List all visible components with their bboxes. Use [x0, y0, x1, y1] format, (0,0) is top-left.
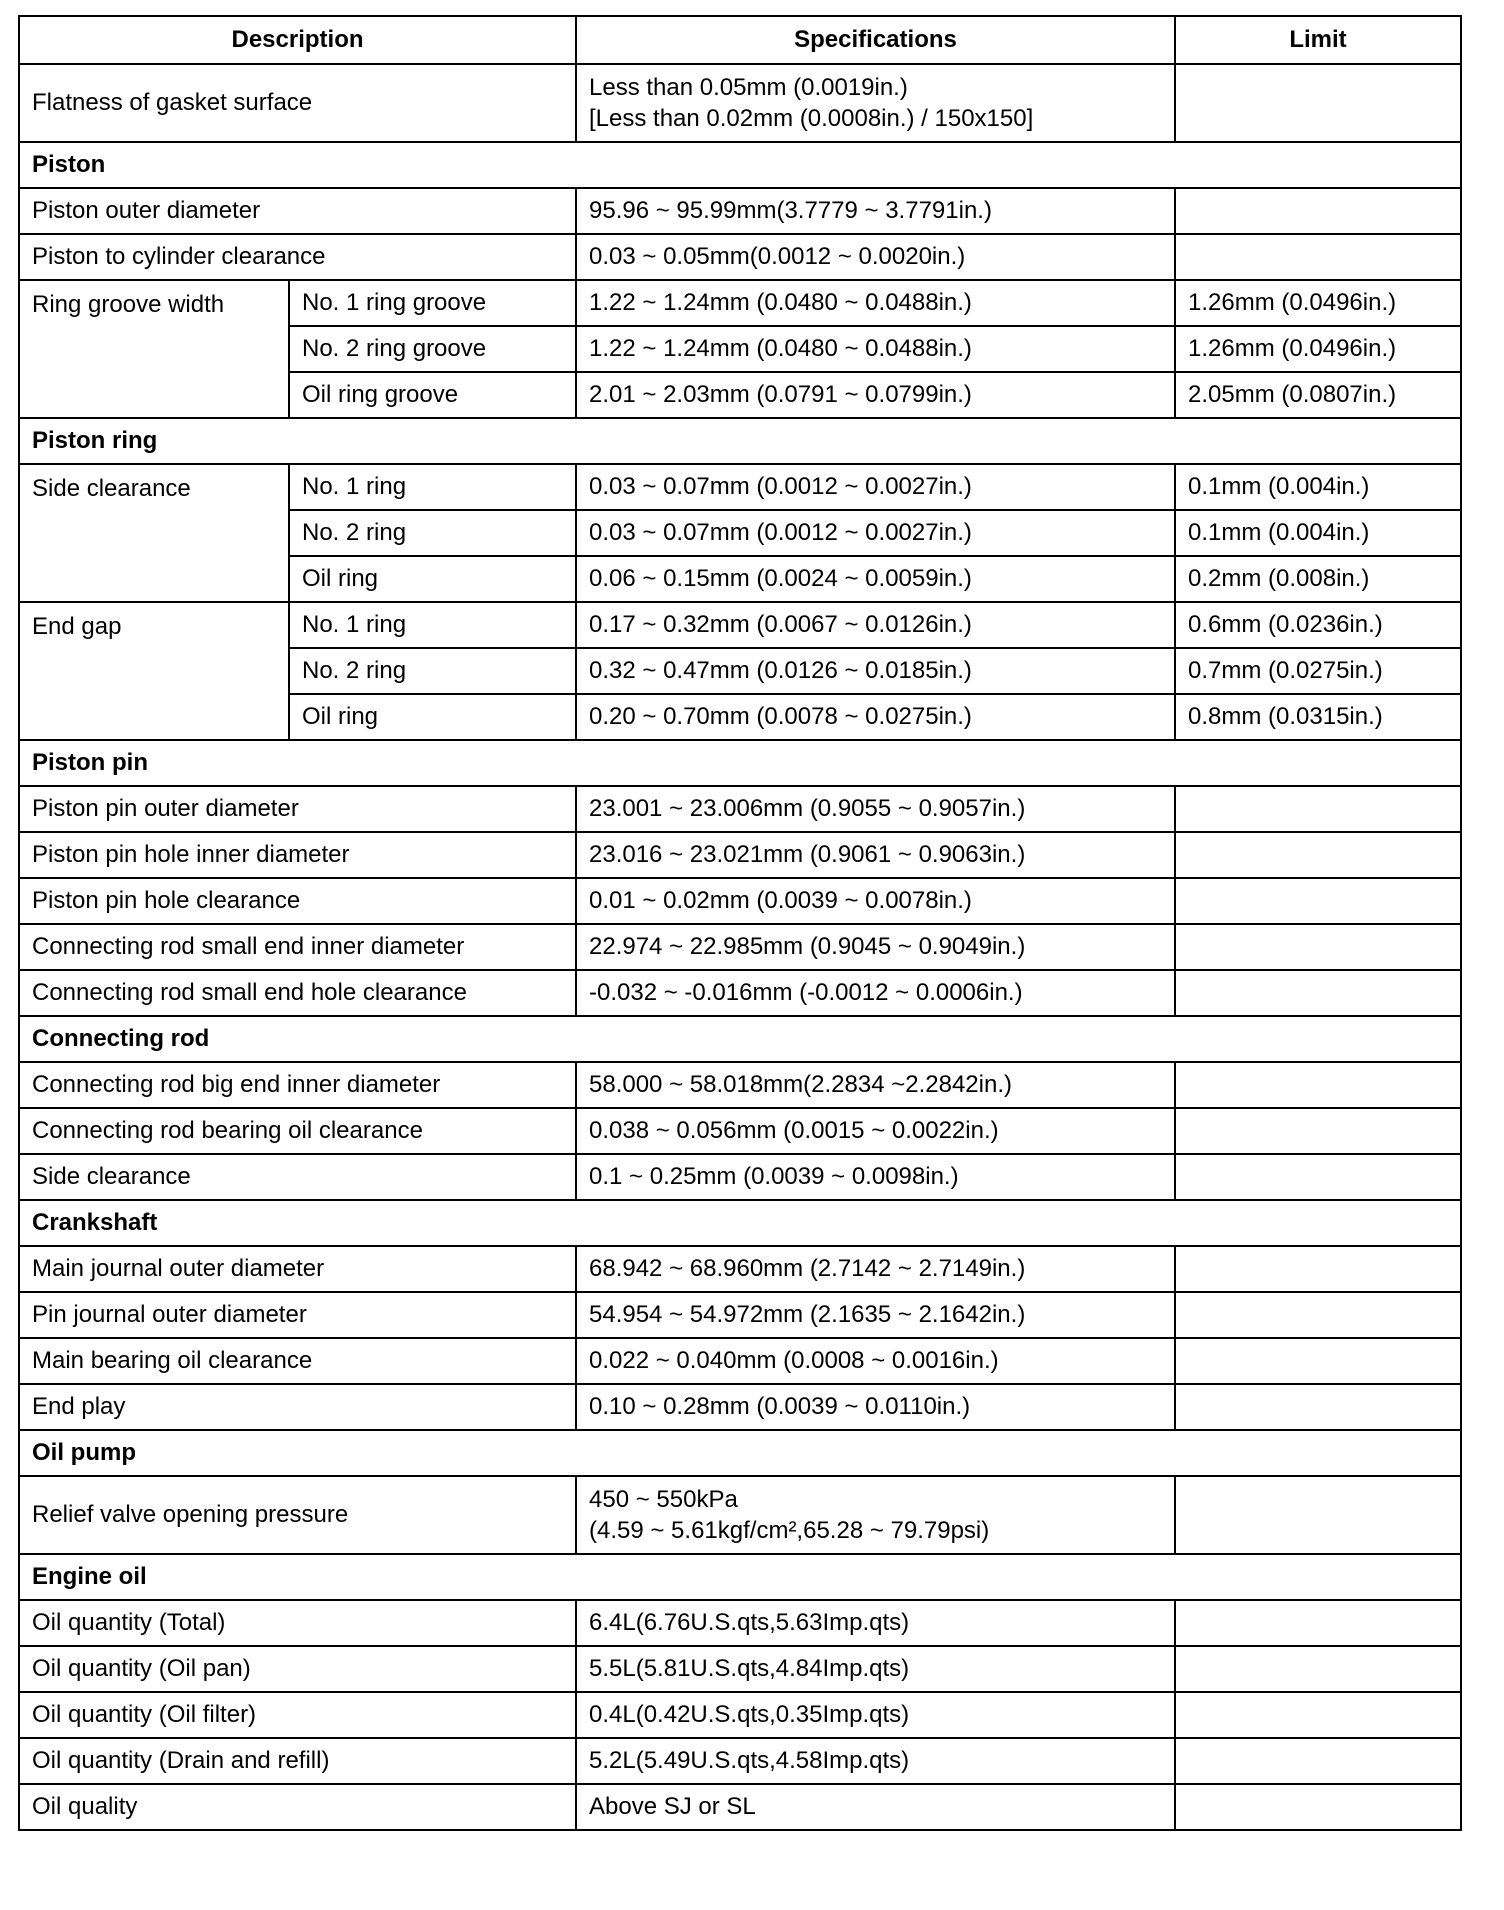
row-label: Piston to cylinder clearance [19, 234, 576, 280]
row-label: Connecting rod big end inner diameter [19, 1062, 576, 1108]
table-row [19, 464, 1461, 510]
sub-label: No. 2 ring [289, 510, 576, 556]
section-row-piston-pin [19, 740, 1461, 786]
row-spec: 1.22 ~ 1.24mm (0.0480 ~ 0.0488in.) [576, 280, 1175, 326]
sub-label: Oil ring [289, 556, 576, 602]
row-limit [1175, 878, 1461, 924]
header-description: Description [19, 16, 576, 64]
row-limit [1175, 188, 1461, 234]
section-row-crankshaft [19, 1200, 1461, 1246]
row-label: Connecting rod bearing oil clearance [19, 1108, 576, 1154]
section-row-connecting-rod [19, 1016, 1461, 1062]
table-row [19, 878, 1461, 924]
table-row [19, 1738, 1461, 1784]
row-limit [1175, 786, 1461, 832]
section-row-piston [19, 142, 1461, 188]
spec-line: [Less than 0.02mm (0.0008in.) / 150x150] [589, 105, 1034, 132]
table-row [19, 1292, 1461, 1338]
row-limit [1175, 1246, 1461, 1292]
sub-label: No. 1 ring [289, 464, 576, 510]
table-row [19, 1108, 1461, 1154]
table-row-flatness [19, 64, 1461, 142]
row-limit [1175, 1062, 1461, 1108]
row-label: Main journal outer diameter [19, 1246, 576, 1292]
section-title: Oil pump [19, 1430, 1461, 1476]
group-label: Side clearance [19, 464, 289, 602]
row-limit [1175, 1154, 1461, 1200]
row-limit: 0.1mm (0.004in.) [1175, 464, 1461, 510]
row-spec [576, 64, 1175, 142]
row-label: Pin journal outer diameter [19, 1292, 576, 1338]
table-row [19, 970, 1461, 1016]
row-label: Piston pin hole clearance [19, 878, 576, 924]
row-limit [1175, 924, 1461, 970]
row-limit: 2.05mm (0.0807in.) [1175, 372, 1461, 418]
row-limit: 1.26mm (0.0496in.) [1175, 326, 1461, 372]
row-limit: 0.8mm (0.0315in.) [1175, 694, 1461, 740]
row-limit [1175, 1646, 1461, 1692]
table-row [19, 1600, 1461, 1646]
row-limit [1175, 1738, 1461, 1784]
row-label: Connecting rod small end inner diameter [19, 924, 576, 970]
specification-table [18, 15, 1462, 1831]
row-limit [1175, 1108, 1461, 1154]
row-limit: 0.7mm (0.0275in.) [1175, 648, 1461, 694]
row-limit [1175, 1292, 1461, 1338]
table-row [19, 1246, 1461, 1292]
row-spec: 0.10 ~ 0.28mm (0.0039 ~ 0.0110in.) [576, 1384, 1175, 1430]
row-spec: 0.038 ~ 0.056mm (0.0015 ~ 0.0022in.) [576, 1108, 1175, 1154]
row-spec: 5.2L(5.49U.S.qts,4.58Imp.qts) [576, 1738, 1175, 1784]
row-spec: 0.01 ~ 0.02mm (0.0039 ~ 0.0078in.) [576, 878, 1175, 924]
row-limit [1175, 1384, 1461, 1430]
row-label: Oil quantity (Oil pan) [19, 1646, 576, 1692]
row-limit [1175, 1692, 1461, 1738]
row-spec: 0.17 ~ 0.32mm (0.0067 ~ 0.0126in.) [576, 602, 1175, 648]
sub-label: No. 1 ring groove [289, 280, 576, 326]
row-label: Piston pin outer diameter [19, 786, 576, 832]
row-spec: 23.001 ~ 23.006mm (0.9055 ~ 0.9057in.) [576, 786, 1175, 832]
row-spec: 0.06 ~ 0.15mm (0.0024 ~ 0.0059in.) [576, 556, 1175, 602]
section-title: Connecting rod [19, 1016, 1461, 1062]
row-spec: 0.03 ~ 0.07mm (0.0012 ~ 0.0027in.) [576, 510, 1175, 556]
sub-label: No. 2 ring groove [289, 326, 576, 372]
row-spec: -0.032 ~ -0.016mm (-0.0012 ~ 0.0006in.) [576, 970, 1175, 1016]
section-row-piston-ring [19, 418, 1461, 464]
table-row [19, 786, 1461, 832]
row-limit [1175, 832, 1461, 878]
table-row [19, 1476, 1461, 1554]
row-label: Oil quality [19, 1784, 576, 1830]
row-limit [1175, 234, 1461, 280]
row-spec: 0.03 ~ 0.07mm (0.0012 ~ 0.0027in.) [576, 464, 1175, 510]
row-label: Relief valve opening pressure [19, 1476, 576, 1554]
row-spec: 0.022 ~ 0.040mm (0.0008 ~ 0.0016in.) [576, 1338, 1175, 1384]
row-label: Piston pin hole inner diameter [19, 832, 576, 878]
row-limit [1175, 1600, 1461, 1646]
row-spec: 22.974 ~ 22.985mm (0.9045 ~ 0.9049in.) [576, 924, 1175, 970]
row-limit: 1.26mm (0.0496in.) [1175, 280, 1461, 326]
row-spec: 6.4L(6.76U.S.qts,5.63Imp.qts) [576, 1600, 1175, 1646]
row-spec: Above SJ or SL [576, 1784, 1175, 1830]
row-spec: 54.954 ~ 54.972mm (2.1635 ~ 2.1642in.) [576, 1292, 1175, 1338]
row-spec: 0.20 ~ 0.70mm (0.0078 ~ 0.0275in.) [576, 694, 1175, 740]
table-row [19, 188, 1461, 234]
row-label: Main bearing oil clearance [19, 1338, 576, 1384]
row-limit: 0.1mm (0.004in.) [1175, 510, 1461, 556]
row-spec: 0.32 ~ 0.47mm (0.0126 ~ 0.0185in.) [576, 648, 1175, 694]
table-row [19, 1062, 1461, 1108]
row-spec: 1.22 ~ 1.24mm (0.0480 ~ 0.0488in.) [576, 326, 1175, 372]
header-specifications: Specifications [576, 16, 1175, 64]
row-spec: 0.1 ~ 0.25mm (0.0039 ~ 0.0098in.) [576, 1154, 1175, 1200]
row-spec: 23.016 ~ 23.021mm (0.9061 ~ 0.9063in.) [576, 832, 1175, 878]
row-spec: 58.000 ~ 58.018mm(2.2834 ~2.2842in.) [576, 1062, 1175, 1108]
spec-line: 450 ~ 550kPa [589, 1485, 738, 1513]
row-limit [1175, 970, 1461, 1016]
table-row [19, 234, 1461, 280]
sub-label: No. 2 ring [289, 648, 576, 694]
table-row [19, 832, 1461, 878]
row-label: Oil quantity (Oil filter) [19, 1692, 576, 1738]
table-row [19, 280, 1461, 326]
section-title: Crankshaft [19, 1200, 1461, 1246]
section-title: Engine oil [19, 1554, 1461, 1600]
row-spec: 5.5L(5.81U.S.qts,4.84Imp.qts) [576, 1646, 1175, 1692]
row-label: Flatness of gasket surface [19, 64, 576, 142]
table-row [19, 924, 1461, 970]
table-row [19, 1338, 1461, 1384]
row-limit [1175, 1784, 1461, 1830]
table-row [19, 602, 1461, 648]
row-label: Oil quantity (Total) [19, 1600, 576, 1646]
row-spec: 0.03 ~ 0.05mm(0.0012 ~ 0.0020in.) [576, 234, 1175, 280]
table-row [19, 1154, 1461, 1200]
row-limit: 0.6mm (0.0236in.) [1175, 602, 1461, 648]
row-limit [1175, 1338, 1461, 1384]
section-row-engine-oil [19, 1554, 1461, 1600]
header-row [19, 16, 1461, 64]
table-row [19, 1692, 1461, 1738]
row-spec [576, 1476, 1175, 1554]
table-row [19, 1646, 1461, 1692]
sub-label: Oil ring groove [289, 372, 576, 418]
row-spec: 95.96 ~ 95.99mm(3.7779 ~ 3.7791in.) [576, 188, 1175, 234]
row-limit [1175, 1476, 1461, 1554]
row-label: End play [19, 1384, 576, 1430]
row-label: Side clearance [19, 1154, 576, 1200]
sub-label: Oil ring [289, 694, 576, 740]
section-title: Piston [19, 142, 1461, 188]
table-row [19, 1784, 1461, 1830]
row-limit [1175, 64, 1461, 142]
row-label: Connecting rod small end hole clearance [19, 970, 576, 1016]
section-title: Piston pin [19, 740, 1461, 786]
row-label: Piston outer diameter [19, 188, 576, 234]
row-spec: 68.942 ~ 68.960mm (2.7142 ~ 2.7149in.) [576, 1246, 1175, 1292]
group-label: Ring groove width [19, 280, 289, 418]
section-title: Piston ring [19, 418, 1461, 464]
sub-label: No. 1 ring [289, 602, 576, 648]
section-row-oil-pump [19, 1430, 1461, 1476]
table-row [19, 1384, 1461, 1430]
spec-line: (4.59 ~ 5.61kgf/cm²,65.28 ~ 79.79psi) [589, 1517, 990, 1544]
row-spec: 2.01 ~ 2.03mm (0.0791 ~ 0.0799in.) [576, 372, 1175, 418]
row-limit: 0.2mm (0.008in.) [1175, 556, 1461, 602]
row-spec: 0.4L(0.42U.S.qts,0.35Imp.qts) [576, 1692, 1175, 1738]
spec-line: Less than 0.05mm (0.0019in.) [589, 73, 908, 101]
row-label: Oil quantity (Drain and refill) [19, 1738, 576, 1784]
header-limit: Limit [1175, 16, 1461, 64]
group-label: End gap [19, 602, 289, 740]
